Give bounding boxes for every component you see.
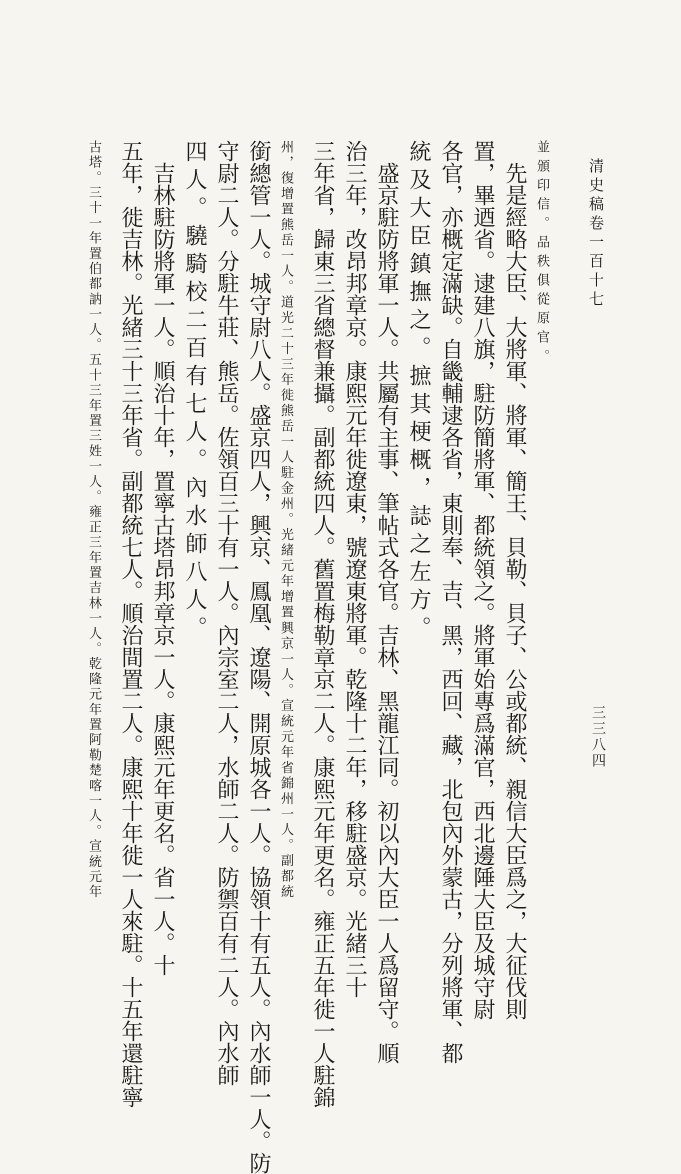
- text-column: 州，復增置熊岳一人。道光二十三年徙熊岳一人駐金州。光緒元年增置興京一人。宣統元年省錦州一人。副都統: [278, 140, 293, 900]
- text-column: 置，畢迺省。逮建八旗，駐防簡將軍、都統領之。將軍始專爲滿官，西北邊陲大臣及城守尉: [470, 140, 495, 1020]
- text-column: 吉林駐防將軍一人。順治十年，置寧古塔昂邦章京一人。康熙元年更名。省一人。十: [150, 162, 175, 976]
- text-column: 各官，亦概定滿缺。自畿輔逮各省，東則奉、吉、黑，西回、藏，北包內外蒙古，分列將軍、都: [438, 140, 463, 1064]
- text-column: 守尉二人。分駐牛莊、熊岳。佐領百三十有一人。內宗室二人，水師二人。防禦百有二人。內水師: [214, 140, 239, 1086]
- text-column: 四人。驍騎校二百有七人。內水師八人。: [182, 140, 207, 644]
- text-column: 三年省，歸東三省總督兼攝。副都統四人。舊置梅勒章京二人。康熙元年更名。雍正五年徙一人駐錦: [310, 140, 335, 1108]
- running-header: 清史稿卷一百十七: [587, 158, 605, 310]
- text-column: 統及大臣鎮撫之。摭其梗概，誌之左方。: [406, 140, 431, 644]
- text-column: 古塔。三十一年置伯都訥一人。五十三年置三姓一人。雍正三年置吉林一人。乾隆元年置阿勒楚喀一人。宣統元年: [86, 140, 101, 900]
- text-column: 治三年，改昂邦章京。康熙元年徙遼東，號遼東將軍。乾隆十二年，移駐盛京。光緒三十: [342, 140, 367, 998]
- text-column: 並頒印信。品秩俱從原官。: [534, 140, 549, 368]
- text-column: 盛京駐防將軍一人。共屬有主事、筆帖式各官。吉林、黑龍江同。初以內大臣一人爲留守。順: [374, 162, 399, 1064]
- text-column: 銜總管一人。城守尉八人。盛京四人，興京、鳳凰、遼陽、開原城各一人。協領十有五人。內水師一人。防: [246, 140, 271, 1174]
- page-number: 三三八四: [590, 705, 606, 769]
- text-column: 先是經略大臣、大將軍、將軍、簡王、貝勒、貝子、公或都統、親信大臣爲之，大征伐則: [502, 162, 527, 1020]
- text-column: 五年，徙吉林。光緒三十三年省。副都統七人。順治間置二人。康熙十年徙一人來駐。十五年還駐寧: [118, 140, 143, 1108]
